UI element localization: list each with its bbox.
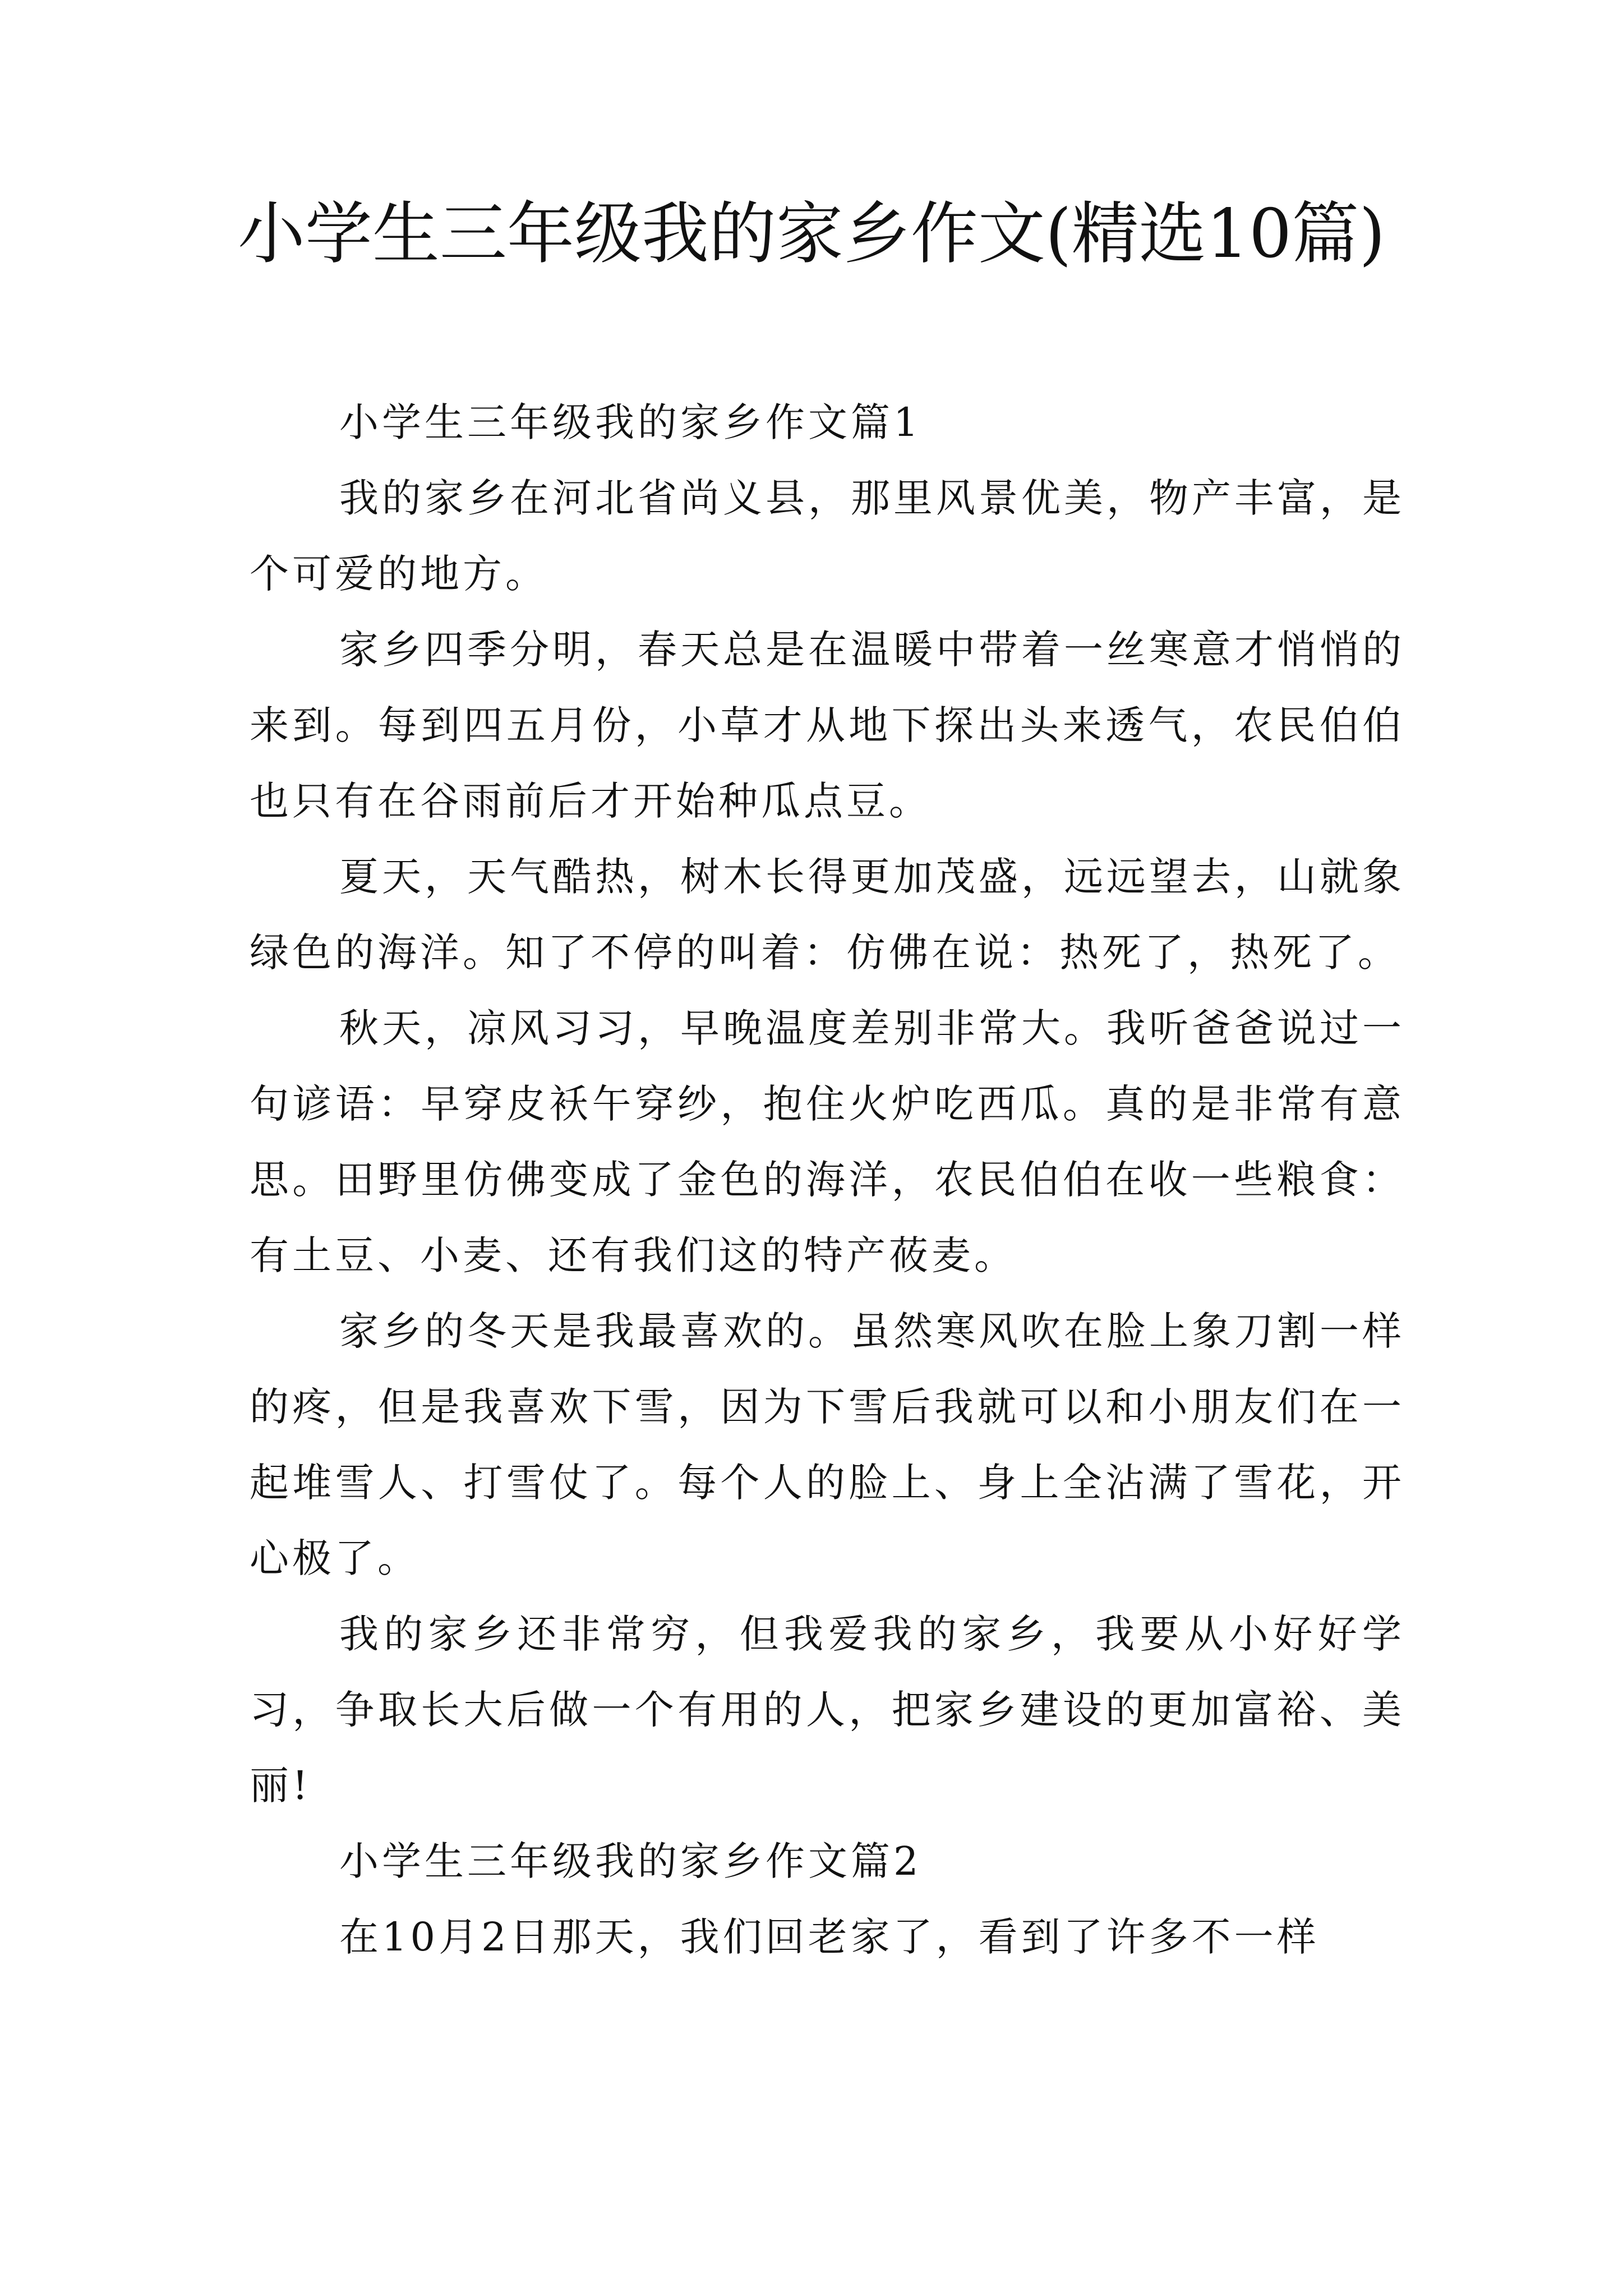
document-title: 小学生三年级我的家乡作文(精选10篇)	[237, 195, 1386, 273]
section-heading-2: 小学生三年级我的家乡作文篇2	[339, 1838, 922, 1884]
paragraph: 我的家乡在河北省尚义县，那里风景优美，物产丰富，是个可爱的地方。	[250, 475, 1405, 597]
paragraph: 家乡的冬天是我最喜欢的。虽然寒风吹在脸上象刀割一样的疼，但是我喜欢下雪，因为下雪后我就可以和小朋友们在一起堆雪人、打雪仗了。每个人的脸上、身上全沾满了雪花，开心极了。	[250, 1308, 1405, 1581]
paragraph: 我的家乡还非常穷，但我爱我的家乡，我要从小好好学习，争取长大后做一个有用的人，把家乡建设的更加富裕、美丽!	[250, 1611, 1405, 1809]
section-heading-1: 小学生三年级我的家乡作文篇1	[339, 399, 922, 445]
paragraph: 在10月2日那天，我们回老家了，看到了许多不一样	[339, 1914, 1320, 1960]
paragraph: 家乡四季分明，春天总是在温暖中带着一丝寒意才悄悄的来到。每到四五月份，小草才从地下探出头来透气，农民伯伯也只有在谷雨前后才开始种瓜点豆。	[250, 627, 1405, 824]
document-body	[250, 385, 1405, 1975]
paragraph: 秋天，凉风习习，早晚温度差别非常大。我听爸爸说过一句谚语：早穿皮袄午穿纱，抱住火炉吃西瓜。真的是非常有意思。田野里仿佛变成了金色的海洋，农民伯伯在收一些粮食：有土豆、小麦、还有我们这的特产莜麦。	[250, 1005, 1405, 1278]
paragraph: 夏天，天气酷热，树木长得更加茂盛，远远望去，山就象绿色的海洋。知了不停的叫着：仿佛在说：热死了，热死了。	[250, 854, 1405, 976]
